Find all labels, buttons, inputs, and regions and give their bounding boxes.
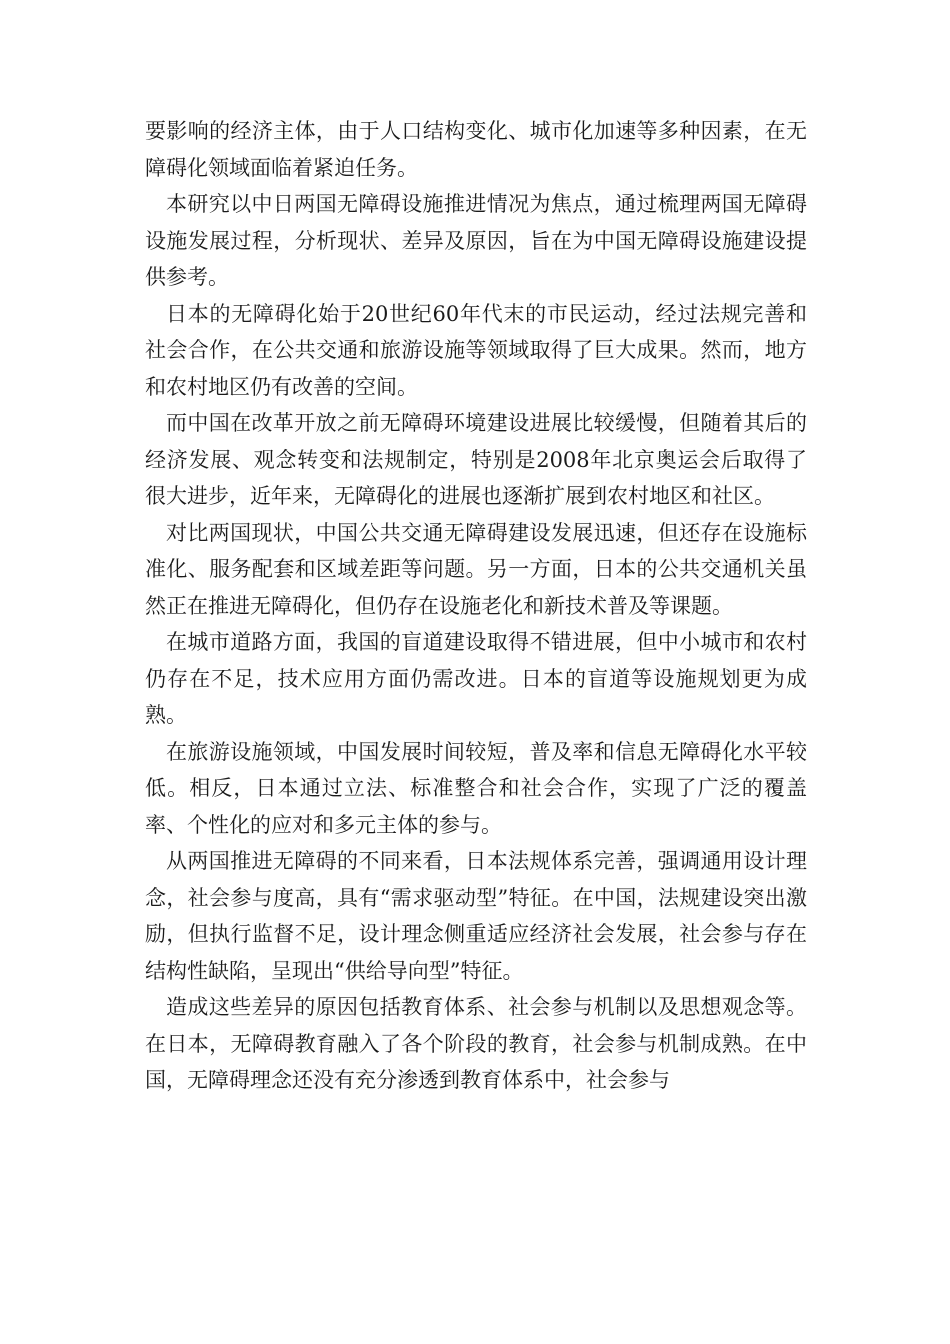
paragraph-research-focus: 本研究以中日两国无障碍设施推进情况为焦点，通过梳理两国无障碍设施发展过程，分析现状、差异及原因，旨在为中国无障碍设施建设提供参考。	[145, 192, 807, 289]
paragraph-continuation: 要影响的经济主体，由于人口结构变化、城市化加速等多种因素，在无障碍化领域面临着紧迫任务。	[145, 119, 807, 180]
document-body	[145, 113, 807, 1099]
paragraph-public-transport: 对比两国现状，中国公共交通无障碍建设发展迅速，但还存在设施标准化、服务配套和区域差距等问题。另一方面，日本的公共交通机关虽然正在推进无障碍化，但仍存在设施老化和新技术普及等课题。	[145, 520, 807, 618]
paragraph-japan-history: 日本的无障碍化始于20世纪60年代末的市民运动，经过法规完善和社会合作，在公共交通和旅游设施等领域取得了巨大成果。然而，地方和农村地区仍有改善的空间。	[145, 301, 807, 399]
paragraph-comparison: 从两国推进无障碍的不同来看，日本法规体系完善，强调通用设计理念，社会参与度高，具有“需求驱动型”特征。在中国，法规建设突出激励，但执行监督不足，设计理念侧重适应经济社会发展，社会参与存在结构性缺陷，呈现出“供给导向型”特征。	[145, 849, 807, 983]
paragraph-urban-roads: 在城市道路方面，我国的盲道建设取得不错进展，但中小城市和农村仍存在不足，技术应用方面仍需改进。日本的盲道等设施规划更为成熟。	[145, 630, 807, 727]
paragraph-china-history: 而中国在改革开放之前无障碍环境建设进展比较缓慢，但随着其后的经济发展、观念转变和法规制定，特别是2008年北京奥运会后取得了很大进步，近年来，无障碍化的进展也逐渐扩展到农村地区和社区。	[145, 411, 807, 508]
paragraph-tourism-facilities: 在旅游设施领域，中国发展时间较短，普及率和信息无障碍化水平较低。相反，日本通过立法、标准整合和社会合作，实现了广泛的覆盖率、个性化的应对和多元主体的参与。	[145, 739, 807, 837]
paragraph-causes: 造成这些差异的原因包括教育体系、社会参与机制以及思想观念等。在日本，无障碍教育融入了各个阶段的教育，社会参与机制成熟。在中国，无障碍理念还没有充分渗透到教育体系中，社会参与	[145, 995, 807, 1092]
